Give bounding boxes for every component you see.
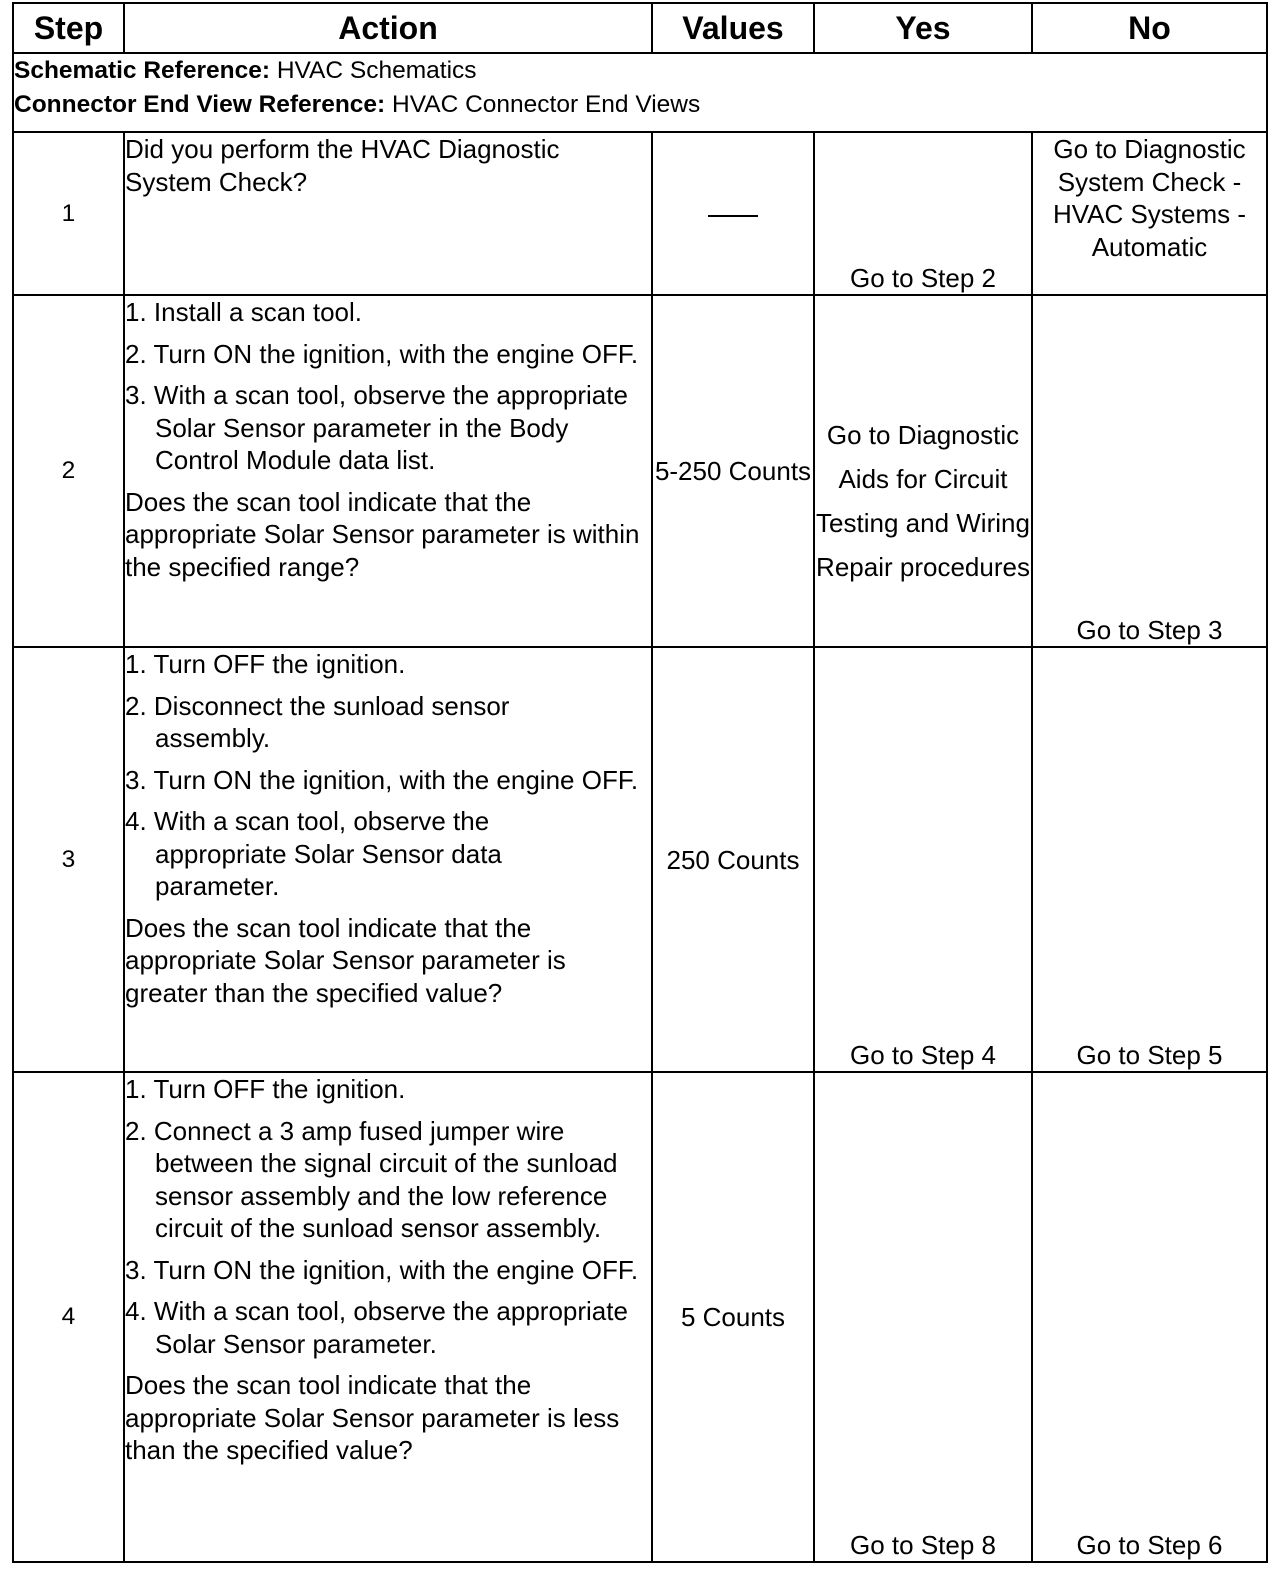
action-question: Does the scan tool indicate that the appropriate Solar Sensor parameter is within the specified range? — [125, 486, 640, 582]
action-item: 3. With a scan tool, observe the appropriate Solar Sensor parameter in the Body Control Module data list. — [125, 380, 628, 475]
header-values: Values — [652, 3, 814, 53]
action-item: 3. Turn ON the ignition, with the engine OFF. — [125, 1254, 639, 1285]
action-item: 2. Turn ON the ignition, with the engine OFF. — [125, 338, 639, 369]
action-item: 1. Turn OFF the ignition. — [125, 649, 406, 679]
header-step: Step — [13, 3, 124, 53]
action-cell — [124, 132, 652, 295]
header-action: Action — [124, 3, 652, 53]
schematic-reference-value: HVAC Schematics — [270, 57, 477, 84]
schematic-reference-label: Schematic Reference: — [14, 57, 271, 84]
no-cell[interactable]: Go to Step 3 — [1032, 295, 1267, 647]
yes-cell[interactable]: Go to Step 4 — [814, 647, 1032, 1072]
step-number: 3 — [13, 647, 124, 1072]
header-row — [13, 3, 1267, 53]
step-row-3 — [13, 647, 1267, 1072]
diagnostic-table — [12, 2, 1268, 1563]
yes-cell[interactable]: Go to Diagnostic Aids for Circuit Testing and Wiring Repair procedures — [814, 295, 1032, 647]
no-cell[interactable]: Go to Step 5 — [1032, 647, 1267, 1072]
schematic-reference — [14, 54, 1266, 88]
reference-cell — [13, 53, 1267, 132]
no-cell[interactable]: Go to Step 6 — [1032, 1072, 1267, 1562]
header-no: No — [1032, 3, 1267, 53]
values-cell: 5 Counts — [652, 1072, 814, 1562]
reference-row — [13, 53, 1267, 132]
step-number: 1 — [13, 132, 124, 295]
no-cell[interactable]: Go to Diagnostic System Check - HVAC Systems - Automatic — [1032, 132, 1267, 295]
action-question: Did you perform the HVAC Diagnostic System Check? — [125, 134, 560, 197]
connector-reference-label: Connector End View Reference: — [14, 91, 386, 118]
step-row-4 — [13, 1072, 1267, 1562]
action-item: 3. Turn ON the ignition, with the engine OFF. — [125, 764, 639, 795]
action-cell — [124, 1072, 652, 1562]
action-item: 1. Install a scan tool. — [125, 297, 363, 327]
values-cell: 5-250 Counts — [652, 295, 814, 647]
step-number: 4 — [13, 1072, 124, 1562]
header-yes: Yes — [814, 3, 1032, 53]
yes-cell[interactable]: Go to Step 8 — [814, 1072, 1032, 1562]
values-cell: 250 Counts — [652, 647, 814, 1072]
step-number: 2 — [13, 295, 124, 647]
yes-cell[interactable]: Go to Step 2 — [814, 132, 1032, 295]
values-cell — [652, 132, 814, 295]
action-item: 4. With a scan tool, observe the appropriate Solar Sensor data parameter. — [125, 806, 502, 901]
action-cell — [124, 295, 652, 647]
action-cell — [124, 647, 652, 1072]
action-item: 4. With a scan tool, observe the appropriate Solar Sensor parameter. — [125, 1296, 628, 1359]
action-question: Does the scan tool indicate that the appropriate Solar Sensor parameter is less than the specified value? — [125, 1370, 620, 1465]
connector-reference-value: HVAC Connector End Views — [385, 91, 701, 118]
action-question: Does the scan tool indicate that the appropriate Solar Sensor parameter is greater than the specified value? — [125, 912, 566, 1008]
connector-reference — [14, 88, 1266, 122]
action-item: 1. Turn OFF the ignition. — [125, 1074, 406, 1104]
values-dash — [708, 215, 758, 217]
step-row-1 — [13, 132, 1267, 295]
step-row-2 — [13, 295, 1267, 647]
action-item: 2. Connect a 3 amp fused jumper wire between the signal circuit of the sunload sensor assembly and the low reference circuit of the sunload sensor assembly. — [125, 1115, 618, 1243]
action-item: 2. Disconnect the sunload sensor assembly. — [125, 690, 510, 753]
